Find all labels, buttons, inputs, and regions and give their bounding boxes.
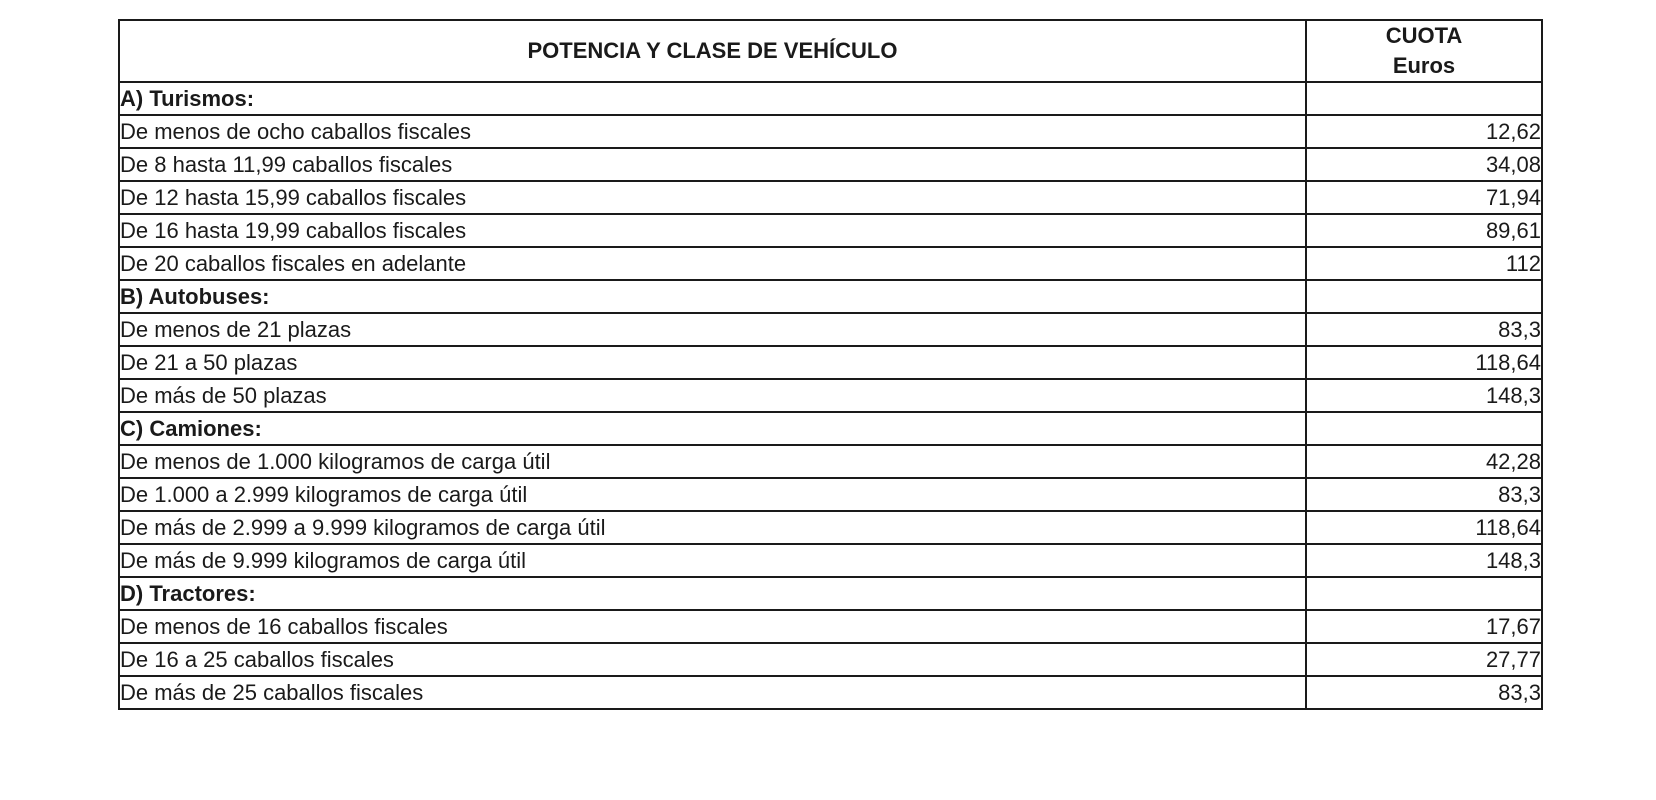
row-value: 12,62 (1306, 115, 1542, 148)
table-row (119, 544, 1542, 577)
row-value: 83,3 (1306, 676, 1542, 709)
table-row (119, 115, 1542, 148)
table-row (119, 181, 1542, 214)
table-row (119, 610, 1542, 643)
row-label: De más de 25 caballos fiscales (119, 676, 1306, 709)
row-value: 148,3 (1306, 379, 1542, 412)
section-row (119, 577, 1542, 610)
section-title: D) Tractores: (119, 577, 1306, 610)
row-value: 118,64 (1306, 346, 1542, 379)
section-row (119, 412, 1542, 445)
table-row (119, 346, 1542, 379)
header-cuota (1306, 20, 1542, 82)
header-row (119, 20, 1542, 82)
section-title: C) Camiones: (119, 412, 1306, 445)
row-label: De menos de 21 plazas (119, 313, 1306, 346)
row-value: 83,3 (1306, 478, 1542, 511)
row-value: 27,77 (1306, 643, 1542, 676)
row-label: De más de 9.999 kilogramos de carga útil (119, 544, 1306, 577)
empty-cell (1306, 412, 1542, 445)
row-value: 34,08 (1306, 148, 1542, 181)
row-value: 42,28 (1306, 445, 1542, 478)
table-row (119, 148, 1542, 181)
row-label: De 8 hasta 11,99 caballos fiscales (119, 148, 1306, 181)
row-value: 112 (1306, 247, 1542, 280)
row-label: De menos de 1.000 kilogramos de carga útil (119, 445, 1306, 478)
row-label: De menos de ocho caballos fiscales (119, 115, 1306, 148)
table-row (119, 676, 1542, 709)
table-row (119, 478, 1542, 511)
row-label: De más de 50 plazas (119, 379, 1306, 412)
table-row (119, 445, 1542, 478)
table-row (119, 643, 1542, 676)
table-row (119, 247, 1542, 280)
row-value: 17,67 (1306, 610, 1542, 643)
row-value: 83,3 (1306, 313, 1542, 346)
table-row (119, 313, 1542, 346)
header-cuota-label: CUOTA (1385, 23, 1463, 48)
row-value: 71,94 (1306, 181, 1542, 214)
row-label: De 16 hasta 19,99 caballos fiscales (119, 214, 1306, 247)
row-label: De menos de 16 caballos fiscales (119, 610, 1306, 643)
row-label: De más de 2.999 a 9.999 kilogramos de carga útil (119, 511, 1306, 544)
section-row (119, 82, 1542, 115)
header-vehicle-class: POTENCIA Y CLASE DE VEHÍCULO (119, 20, 1306, 82)
section-title: B) Autobuses: (119, 280, 1306, 313)
section-title: A) Turismos: (119, 82, 1306, 115)
tariff-table (118, 19, 1543, 710)
table-row (119, 511, 1542, 544)
empty-cell (1306, 577, 1542, 610)
row-label: De 21 a 50 plazas (119, 346, 1306, 379)
row-label: De 16 a 25 caballos fiscales (119, 643, 1306, 676)
row-value: 148,3 (1306, 544, 1542, 577)
empty-cell (1306, 280, 1542, 313)
row-value: 89,61 (1306, 214, 1542, 247)
row-label: De 20 caballos fiscales en adelante (119, 247, 1306, 280)
row-label: De 12 hasta 15,99 caballos fiscales (119, 181, 1306, 214)
empty-cell (1306, 82, 1542, 115)
section-row (119, 280, 1542, 313)
header-cuota-unit: Euros (1392, 53, 1456, 78)
row-label: De 1.000 a 2.999 kilogramos de carga útil (119, 478, 1306, 511)
table-row (119, 379, 1542, 412)
table-row (119, 214, 1542, 247)
row-value: 118,64 (1306, 511, 1542, 544)
